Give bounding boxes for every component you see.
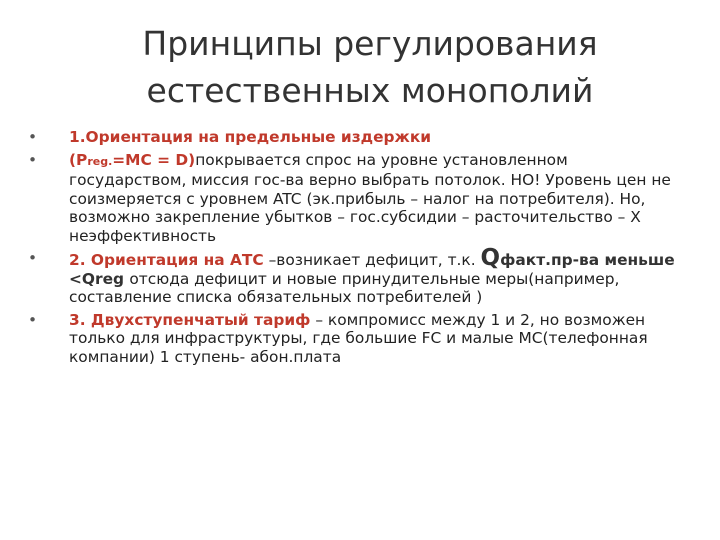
bullet-3-q-big: Q <box>480 245 501 271</box>
bullet-1-heading: 1.Ориентация на предельные издержки <box>69 128 432 146</box>
bullet-2-p-sub: reg. <box>87 154 113 168</box>
title-line-1: Принципы регулирования <box>142 24 598 63</box>
bullet-item-4 <box>28 311 688 367</box>
bullet-dot: • <box>28 128 38 146</box>
bullet-2-text: покрывается спрос на уровне установленном государством, миссия гос-ва верно выбрать потолок. НО! Уровень цен не соизмеряется с уровнем ATC (эк.прибыль – налог на потребителя). Но, возможно закрепление убытков – гос.субсидии – расточительство – Х неэффективность <box>69 150 671 245</box>
bullet-4-text: – компромисс между 1 и 2, но возможен только для инфраструктуры, где большие FC и малые MC(телефонная компании) 1 ступень- абон.плата <box>69 310 648 366</box>
bullet-3-heading: 2. Ориентация на АТС <box>69 251 264 269</box>
title-line-2: естественных монополий <box>146 71 594 110</box>
bullet-3-q-label: факт.пр-ва меньше <box>500 251 675 269</box>
bullet-2-p-open: (P <box>69 150 88 169</box>
bullet-dot: • <box>28 310 38 329</box>
bullet-item-1 <box>28 128 688 147</box>
bullet-2-formula: =MC = D) <box>112 150 196 169</box>
bullet-3-text-1: –возникает дефицит, т.к. <box>263 251 481 269</box>
bullet-3-text-2: отсюда дефицит и новые принудительные меры(например, составление списка обязательных потребителей ) <box>69 269 620 306</box>
slide-title <box>60 20 680 114</box>
bullet-dot: • <box>28 249 38 267</box>
bullet-3-q-reg: <Qreg <box>69 269 130 288</box>
bullet-item-2 <box>28 151 688 246</box>
bullet-4-heading: 3. Двухступенчатый тариф <box>69 310 311 329</box>
bullet-list <box>28 128 688 370</box>
bullet-item-3 <box>28 245 688 307</box>
bullet-dot: • <box>28 150 38 169</box>
